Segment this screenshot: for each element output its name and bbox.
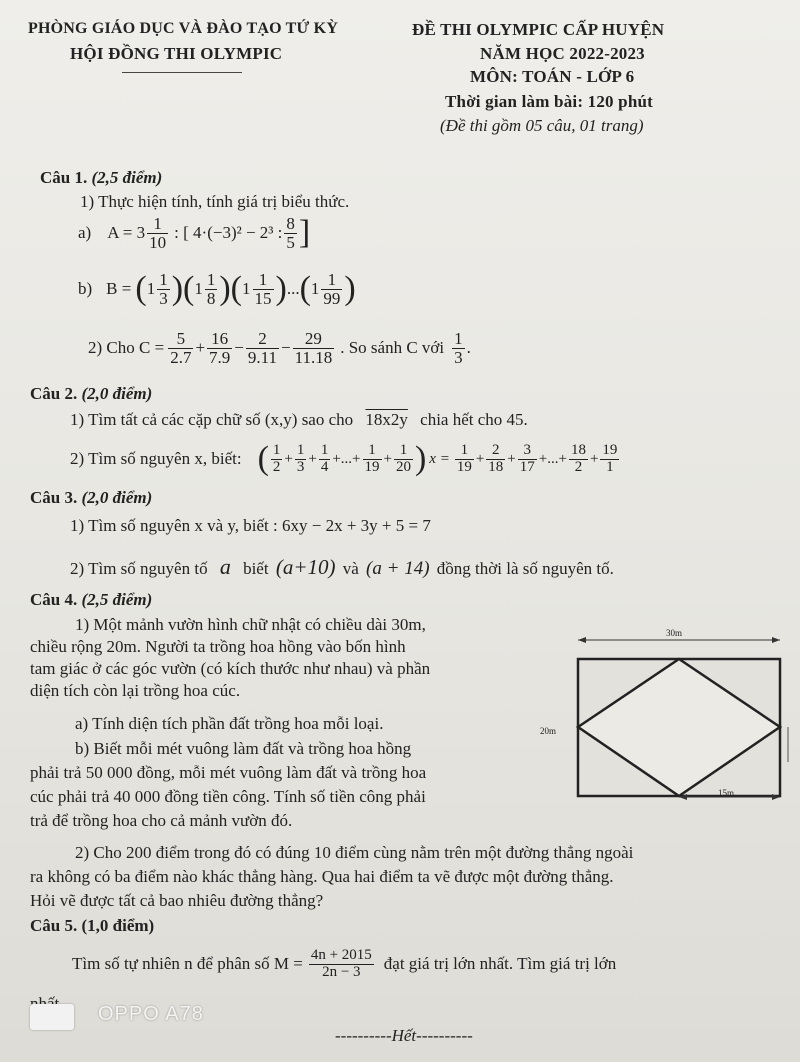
garden-figure	[530, 622, 790, 810]
page-count-note: (Đề thi gồm 05 câu, 01 trang)	[440, 116, 644, 135]
q4-line-1: 1) Một mảnh vườn hình chữ nhật có chiều dài 30m,	[75, 615, 426, 634]
q1-part2: 2) Cho C = $\frac{5}{2.7}$ + $\frac{16}{7.9}$ − $\frac{2}{9.11}$ − $\frac{29}{11.18}$ . So sánh C với $\frac{1}{3}$ .	[88, 329, 471, 367]
q3-heading: Câu 3. (2,0 điểm)	[30, 488, 153, 507]
q4-line-9: trả để trồng hoa cho cả mảnh vườn đó.	[30, 811, 293, 830]
q4-line-4: diện tích còn lại trồng hoa cúc.	[30, 681, 241, 700]
length-label: 30m	[666, 628, 683, 638]
width-label: 20m	[540, 726, 557, 736]
q3-part2: 2) Tìm số nguyên tố a biết (a+10) và (a + 14) đồng thời là số nguyên tố.	[70, 554, 614, 579]
duration: Thời gian làm bài: 120 phút	[445, 92, 654, 111]
q4-line-3: tam giác ở các góc vườn (có kích thước như nhau) và phần	[30, 659, 431, 678]
exam-title: ĐỀ THI OLYMPIC CẤP HUYỆN	[412, 20, 665, 39]
q5-body: Tìm số tự nhiên n để phân số M = $\frac{4n + 2015}{2n - 3}$ đạt giá trị lớn nhất. Tìm giá trị lớn	[72, 947, 617, 980]
end-marker: ----------Hết----------	[335, 1026, 473, 1045]
q4-part2-line-3: Hỏi vẽ được tất cả bao nhiêu đường thẳng?	[30, 891, 324, 910]
q4-line-6: b) Biết mỗi mét vuông làm đất và trồng hoa hồng	[75, 739, 412, 758]
q1-heading: Câu 1. (2,5 điểm)	[40, 168, 163, 187]
q2-heading: Câu 2. (2,0 điểm)	[30, 384, 153, 403]
q1-expr-b: b) B = ( 1 $\frac{1}{3}$ ) ( 1 $\frac{1}{8}$ ) ( 1 $\frac{1}{15}$ ) ... ( 1 $\frac{1}{99}$ )	[78, 269, 356, 308]
q1-part1: 1) Thực hiện tính, tính giá trị biểu thức.	[80, 192, 350, 211]
q4-line-2: chiều rộng 20m. Người ta trồng hoa hồng vào bốn hình	[30, 637, 406, 656]
q4-part2-line-1: 2) Cho 200 điểm trong đó có đúng 10 điểm cùng nằm trên một đường thẳng ngoài	[75, 843, 634, 862]
q1-expr-a: a) A = 3 $\frac{1}{10}$ : [ 4·(−3)² − 2³ : $\frac{8}{5}$ ]	[78, 213, 311, 252]
camera-logo-icon	[30, 1004, 74, 1030]
header-divider	[122, 72, 242, 73]
council-name: HỘI ĐỒNG THI OLYMPIC	[70, 44, 283, 63]
subject: MÔN: TOÁN - LỚP 6	[470, 67, 635, 86]
dept-name: PHÒNG GIÁO DỤC VÀ ĐÀO TẠO TỨ KỲ	[28, 20, 339, 37]
q2-part1: 1) Tìm tất cả các cặp chữ số (x,y) sao cho 18x2y chia hết cho 45.	[70, 410, 528, 429]
q4-line-8: cúc phải trả 40 000 đồng tiền công. Tính số tiền công phải	[30, 787, 426, 806]
q4-part2-line-2: ra không có ba điểm nào khác thẳng hàng. Qua hai điểm ta vẽ được một đường thẳng.	[30, 867, 614, 886]
q4-heading: Câu 4. (2,5 điểm)	[30, 590, 153, 609]
q3-part1: 1) Tìm số nguyên x và y, biết : 6xy − 2x + 3y + 5 = 7	[70, 516, 431, 535]
half-length-label: 15m	[718, 788, 735, 798]
camera-watermark: OPPO A78	[98, 1003, 204, 1025]
school-year: NĂM HỌC 2022-2023	[480, 44, 645, 63]
q4-line-5: a) Tính diện tích phần đất trồng hoa mỗi loại.	[75, 714, 384, 733]
q2-part2: 2) Tìm số nguyên x, biết: ( $\frac{1}{2}$ + $\frac{1}{3}$ + $\frac{1}{4}$ +...+ $\frac{1}{19}$ + $\frac{1}{20}$ ) x = $\frac{1}{19}$ + $\frac{2}{18}$ + $\frac{3}{17}$ +...+ $\frac{18}{2}$ + $\frac{19}{1}$	[70, 440, 618, 477]
q5-heading: Câu 5. (1,0 điểm)	[30, 916, 155, 935]
q4-line-7: phải trả 50 000 đồng, mỗi mét vuông làm đất và trồng hoa	[30, 763, 427, 782]
